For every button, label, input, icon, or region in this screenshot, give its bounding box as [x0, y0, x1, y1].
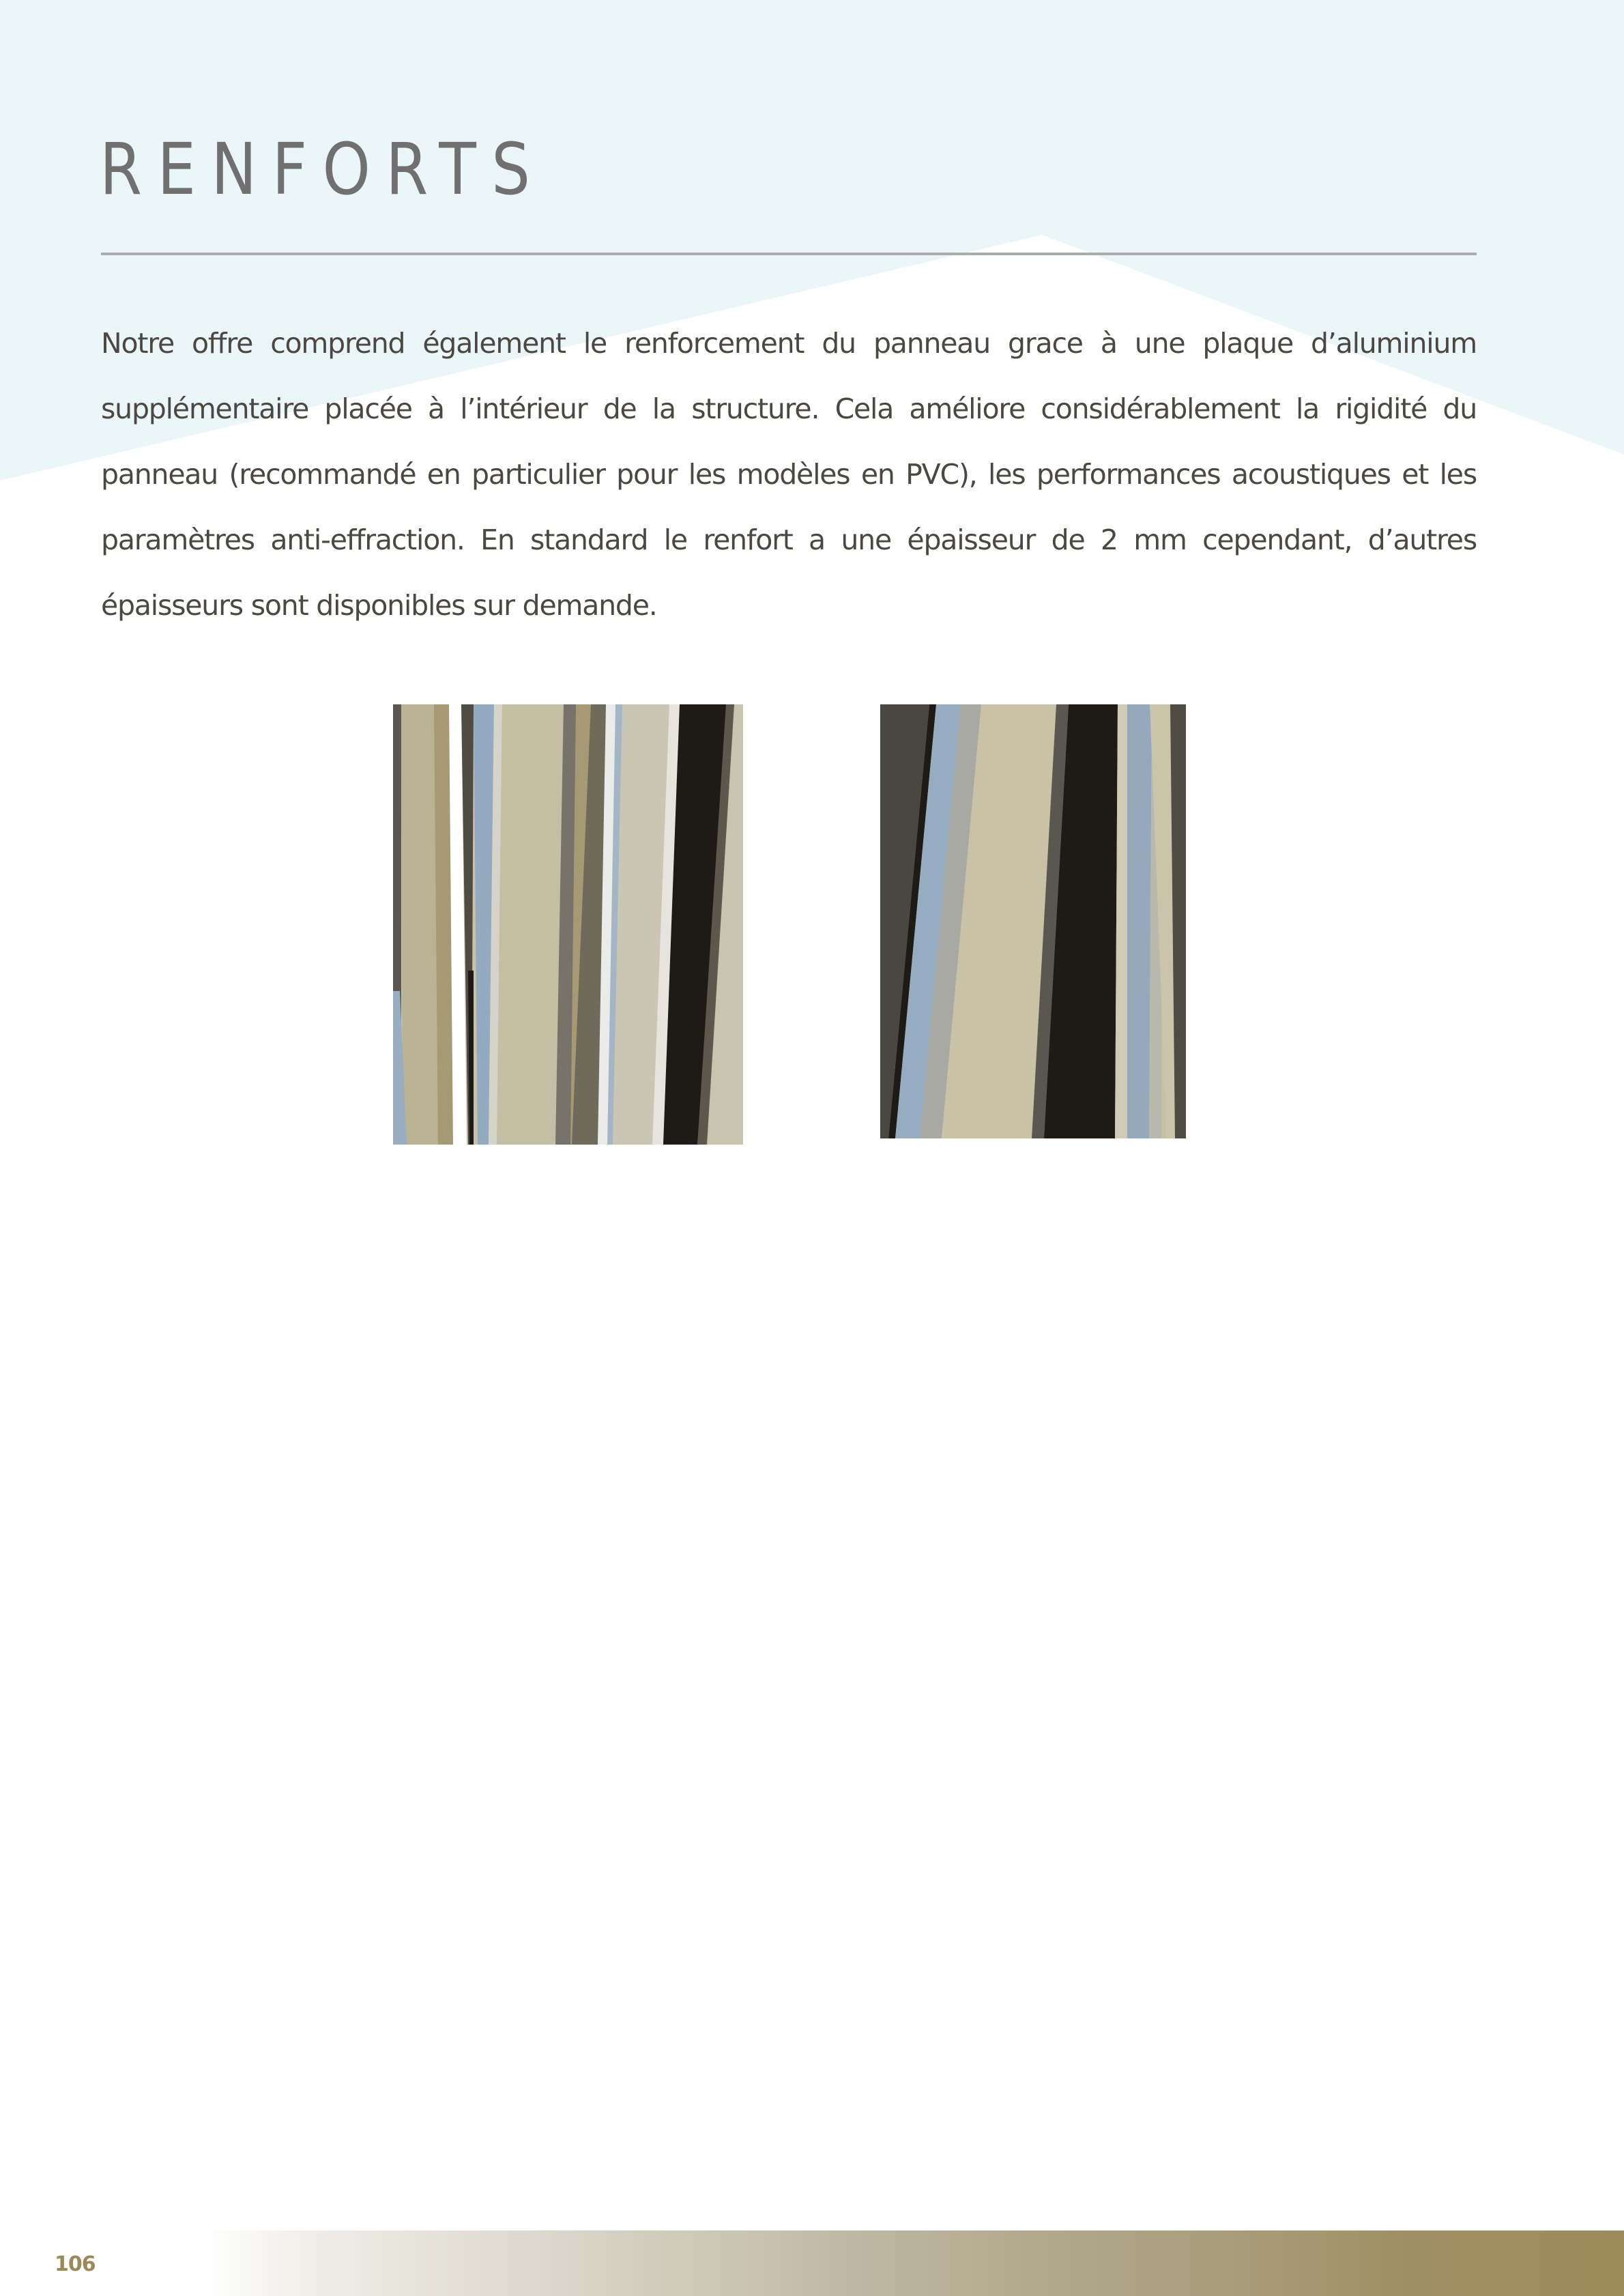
title-divider	[101, 253, 1477, 255]
panel-photo-left	[393, 704, 743, 1145]
page-number: 106	[55, 2252, 96, 2276]
panel-layers-image	[393, 704, 743, 1145]
page-title: RENFORTS	[100, 128, 546, 211]
body-paragraph: Notre offre comprend également le renforcement du panneau grace à une plaque d’aluminium supplémentaire placée à l’intérieur de la structure. Cela améliore considérablement la rigidité du panneau (recommandé en particulier pour les modèles en PVC), les performances acoustiques et les paramètres anti-effraction. En standard le renfort a une épaisseur de 2 mm cependant, d’autres épaisseurs sont disponibles sur demande.	[101, 327, 1477, 622]
panel-photo-right	[880, 704, 1186, 1138]
panel-layers-image	[880, 704, 1186, 1138]
footer-gradient-band	[201, 2230, 1624, 2296]
